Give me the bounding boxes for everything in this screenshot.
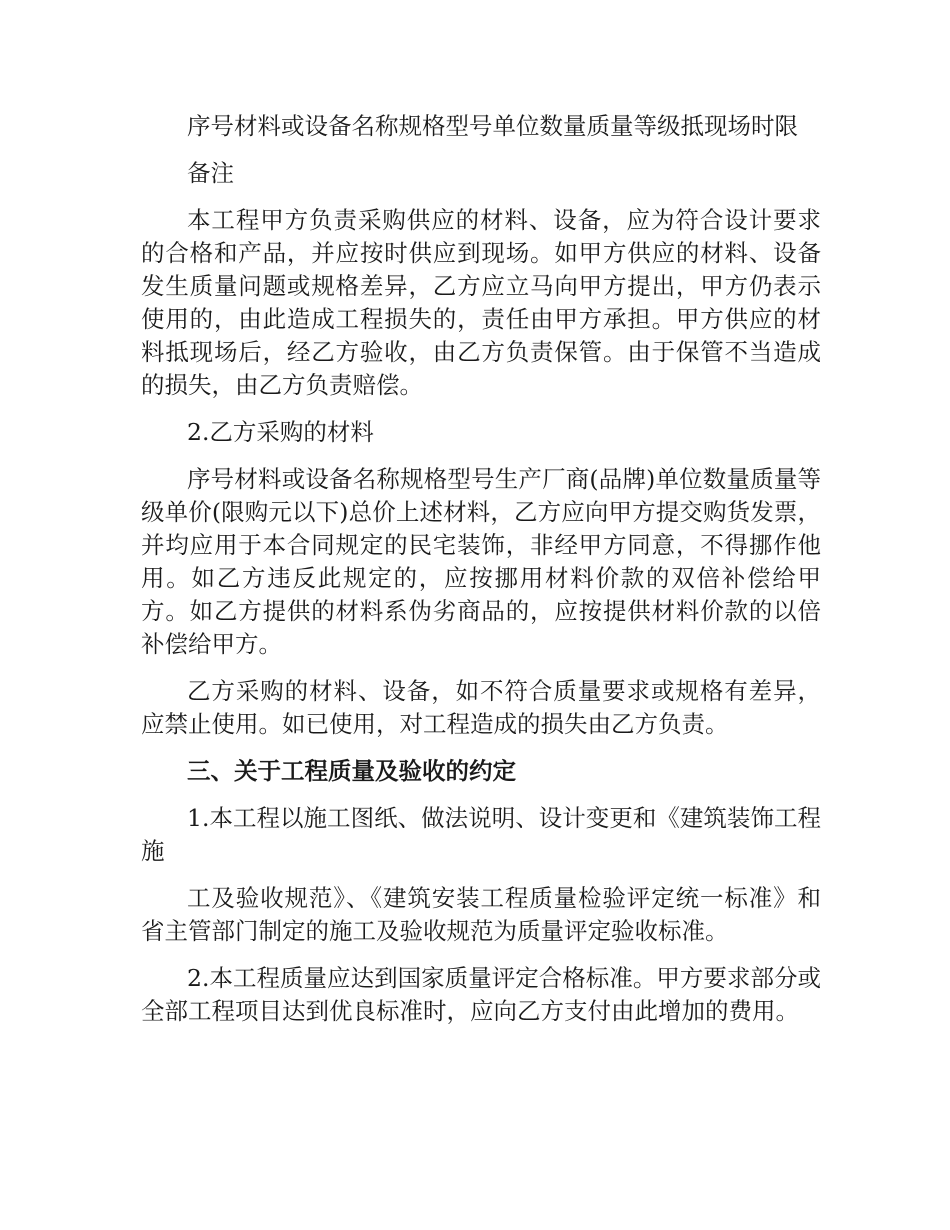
quality-level-paragraph: 2.本工程质量应达到国家质量评定合格标准。甲方要求部分或全部工程项目达到优良标准时，应向乙方支付由此增加的费用。 bbox=[141, 964, 821, 1025]
table-header-text: 序号材料或设备名称规格型号单位数量质量等级抵现场时限 bbox=[187, 112, 798, 140]
document-body bbox=[141, 110, 821, 1042]
party-a-materials-paragraph: 本工程甲方负责采购供应的材料、设备，应为符合设计要求的合格和产品，并应按时供应到现场。如甲方供应的材料、设备发生质量问题或规格差异，乙方应立马向甲方提出，甲方仍表示使用的，由此造成工程损失的，责任由甲方承担。甲方供应的材料抵现场后，经乙方验收，由乙方负责保管。由于保管不当造成的损失，由乙方负责赔偿。 bbox=[141, 206, 821, 399]
remarks-label: 备注 bbox=[187, 159, 234, 187]
party-b-materials-heading: 2.乙方采购的材料 bbox=[187, 418, 374, 446]
quality-standard-paragraph-1: 1.本工程以施工图纸、做法说明、设计变更和《建筑装饰工程施 bbox=[141, 804, 821, 865]
party-b-materials-paragraph: 序号材料或设备名称规格型号生产厂商(品牌)单位数量质量等级单价(限购元以下)总价上述材料，乙方应向甲方提交购货发票，并均应用于本合同规定的民宅装饰，非经甲方同意，不得挪作他用。如乙方违反此规定的，应按挪用材料价款的双倍补偿给甲方。如乙方提供的材料系伪劣商品的，应按提供材料价款的以倍补偿给甲方。 bbox=[141, 465, 821, 658]
nonconforming-materials-paragraph: 乙方采购的材料、设备，如不符合质量要求或规格有差异，应禁止使用。如已使用，对工程造成的损失由乙方负责。 bbox=[141, 677, 821, 738]
quality-standard-paragraph-2: 工及验收规范》、《建筑安装工程质量检验评定统一标准》和省主管部门制定的施工及验收规范为质量评定验收标准。 bbox=[141, 884, 821, 945]
section-heading-quality: 三、关于工程质量及验收的约定 bbox=[187, 757, 516, 785]
